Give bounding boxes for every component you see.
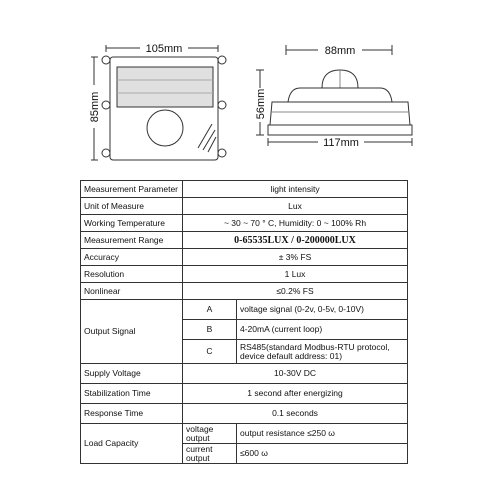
row-label: Measurement Range <box>81 232 183 249</box>
row-label: Response Time <box>81 404 183 424</box>
row-value: 1 Lux <box>183 266 408 283</box>
specification-table <box>80 180 408 464</box>
front-height-label: 85mm <box>89 91 101 123</box>
option-code: A <box>183 300 237 320</box>
row-label: Supply Voltage <box>81 364 183 384</box>
row-label: Working Temperature <box>81 215 183 232</box>
row-value: ≤0.2% FS <box>183 283 408 300</box>
table-row <box>81 266 408 283</box>
row-value: ~ 30 ~ 70 ° C, Humidity: 0 ~ 100% Rh <box>183 215 408 232</box>
option-code: B <box>183 320 237 340</box>
load-type: voltage output <box>183 424 237 444</box>
table-row <box>81 181 408 198</box>
table-row <box>81 215 408 232</box>
row-value: Lux <box>183 198 408 215</box>
side-height-label: 56mm <box>255 88 267 120</box>
side-top-width-label: 88mm <box>324 45 356 57</box>
row-label: Unit of Measure <box>81 198 183 215</box>
row-value: ± 3% FS <box>183 249 408 266</box>
table-row <box>81 424 408 444</box>
side-bottom-width-label: 117mm <box>323 137 359 149</box>
table-row <box>81 404 408 424</box>
table-row <box>81 384 408 404</box>
table-row <box>81 198 408 215</box>
table-row <box>81 249 408 266</box>
row-label: Nonlinear <box>81 283 183 300</box>
table-row <box>81 232 408 249</box>
table-row <box>81 283 408 300</box>
side-view-drawing <box>256 45 412 146</box>
option-value: voltage signal (0-2v, 0-5v, 0-10V) <box>237 300 408 320</box>
load-value: output resistance ≤250 ω <box>237 424 408 444</box>
load-type: current output <box>183 444 237 464</box>
option-code: C <box>183 340 237 364</box>
row-value: 1 second after energizing <box>183 384 408 404</box>
output-signal-label: Output Signal <box>81 300 183 364</box>
row-value: 0-65535LUX / 0-200000LUX <box>183 232 408 249</box>
row-label: Resolution <box>81 266 183 283</box>
dimension-drawings <box>0 0 488 180</box>
row-label: Measurement Parameter <box>81 181 183 198</box>
row-label: Accuracy <box>81 249 183 266</box>
option-value: 4-20mA (current loop) <box>237 320 408 340</box>
front-view-drawing <box>91 45 226 160</box>
table-row <box>81 300 408 320</box>
table-row <box>81 364 408 384</box>
load-value: ≤600 ω <box>237 444 408 464</box>
row-label: Stabilization Time <box>81 384 183 404</box>
load-capacity-label: Load Capacity <box>81 424 183 464</box>
option-value: RS485(standard Modbus-RTU protocol, device default address: 01) <box>237 340 408 364</box>
row-value: light intensity <box>183 181 408 198</box>
front-width-label: 105mm <box>145 43 183 55</box>
row-value: 0.1 seconds <box>183 404 408 424</box>
row-value: 10-30V DC <box>183 364 408 384</box>
